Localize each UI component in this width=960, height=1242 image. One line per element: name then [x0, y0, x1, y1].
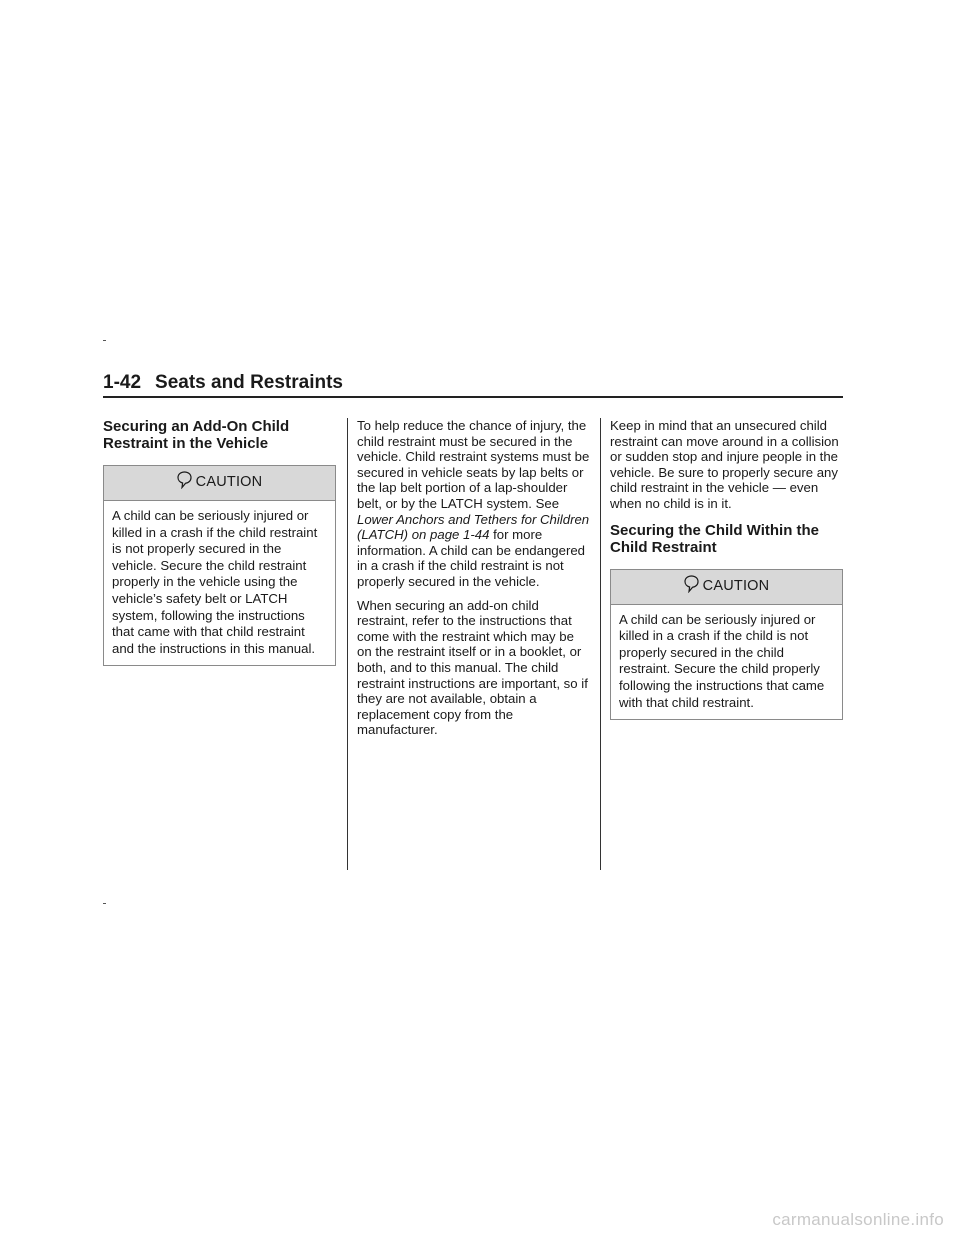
section-title: Seats and Restraints [155, 372, 343, 393]
caution-box-1 [103, 465, 336, 666]
paragraph-reduce-injury: To help reduce the chance of injury, the child restraint must be secured in the vehicle. Child restraint systems must be secured in vehicle seats by lap belts or the lap belt portion of a lap-shoulder belt, or by the LATCH system. See Lower Anchors and Tethers for Children (LATCH) on page 1-44 for more information. A child can be endangered in a crash if the child restraint is not properly secured in the vehicle. [357, 418, 590, 589]
column-3 [610, 418, 843, 730]
latch-cross-reference-link[interactable]: Lower Anchors and Tethers for Children (LATCH) on page 1-44 [357, 511, 590, 543]
crop-mark-top [103, 340, 106, 341]
page-number: 1-42 [103, 372, 142, 393]
page-header [103, 372, 843, 394]
header-rule [103, 396, 843, 398]
caution-speech-icon [684, 575, 699, 593]
section-heading-add-on-restraint: Securing an Add-On Child Restraint in the Vehicle [103, 418, 290, 452]
caution-header-2 [611, 570, 842, 605]
column-divider-2 [600, 418, 601, 870]
caution-text-1: A child can be seriously injured or killed in a crash if the child restraint is not properly secured in the vehicle. Secure the child restraint properly in the vehicle using the vehicle’s safety belt or LATCH system, following the instructions that came with that child restraint and the instructions in this manual. [112, 508, 318, 656]
paragraph-securing-instructions: When securing an add-on child restraint, refer to the instructions that come with the restraint which may be on the restraint itself or in a booklet, or both, and to this manual. The child restraint instructions are important, so if they are not available, obtain a replacement copy from the manufacturer. [357, 597, 588, 738]
paragraph-unsecured-restraint: Keep in mind that an unsecured child restraint can move around in a collision or sudden stop and injure people in the vehicle. Be sure to properly secure any child restraint in the vehicle — even when no child is in it. [610, 418, 839, 511]
caution-speech-icon [177, 471, 192, 489]
column-2 [357, 418, 591, 746]
column-1 [103, 418, 336, 676]
caution-label-2: CAUTION [702, 577, 770, 594]
crop-mark-bottom [103, 903, 106, 904]
watermark: carmanualsonline.info [772, 1210, 944, 1229]
column-divider-1 [347, 418, 348, 870]
section-heading-securing-child: Securing the Child Within the Child Restraint [610, 521, 820, 556]
caution-header-1 [104, 466, 335, 501]
caution-text-2: A child can be seriously injured or killed in a crash if the child is not properly secured in the child restraint. Secure the child properly following the instructions that came with that child restraint. [619, 611, 825, 710]
caution-label-1: CAUTION [195, 474, 263, 491]
caution-box-2 [610, 569, 843, 721]
